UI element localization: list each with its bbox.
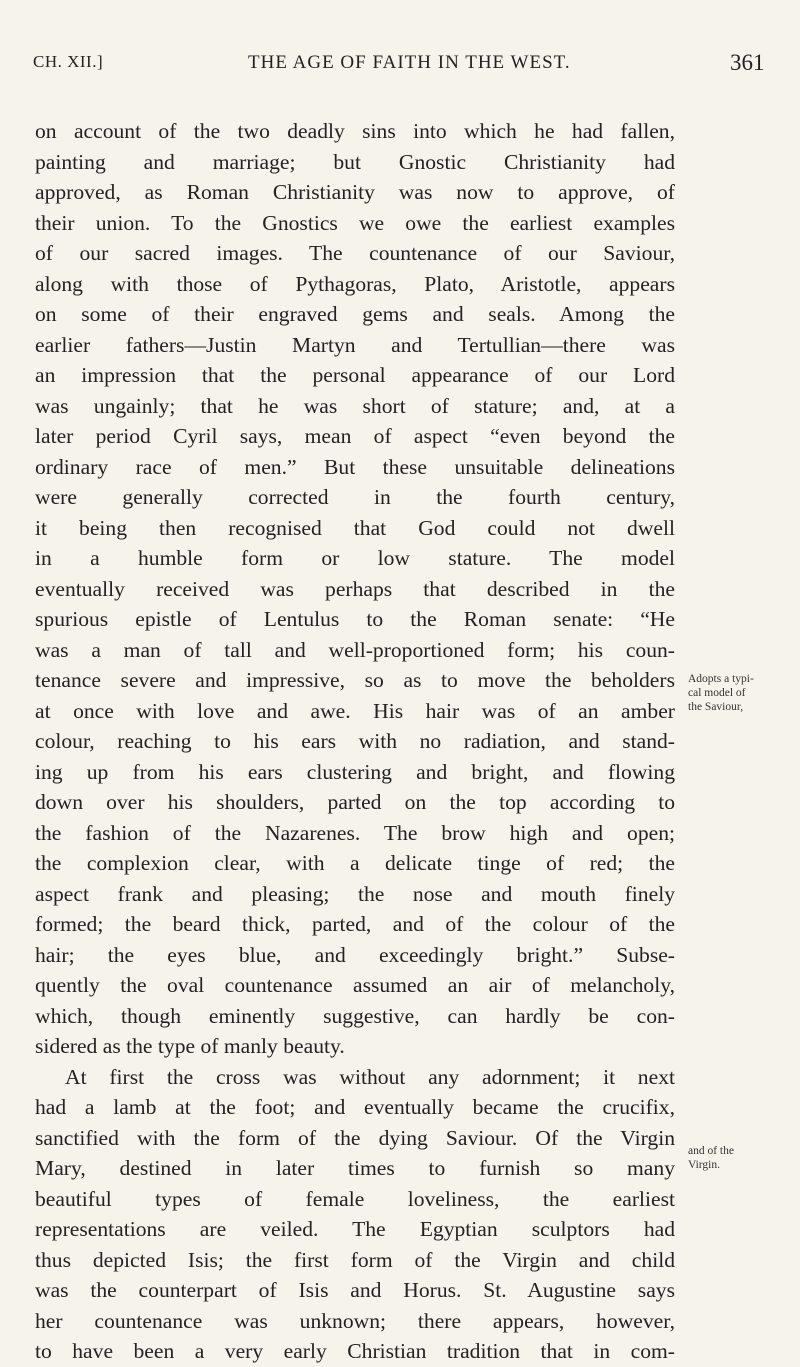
text-line: later period Cyril says, mean of aspect “even beyond the xyxy=(35,424,675,448)
margin-note-virgin xyxy=(688,1144,734,1172)
text-line: thus depicted Isis; the first form of the Virgin and child xyxy=(35,1247,675,1272)
text-line: sanctified with the form of the dying Saviour. Of the Virgin xyxy=(35,1125,675,1150)
text-line: the fashion of the Nazarenes. The brow high and open; xyxy=(35,820,675,845)
margin-note-line: Virgin. xyxy=(688,1159,721,1171)
text-line: earlier fathers—Justin Martyn and Tertullian—there was xyxy=(35,332,675,357)
page-number: 361 xyxy=(730,50,765,75)
text-line: was the counterpart of Isis and Horus. St. Augustine says xyxy=(35,1278,675,1302)
text-line: representations are veiled. The Egyptian sculptors had xyxy=(35,1217,675,1241)
text-line: at once with love and awe. His hair was of an amber xyxy=(35,698,675,723)
text-line: an impression that the personal appearance of our Lord xyxy=(35,363,675,387)
text-line: down over his shoulders, parted on the top according to xyxy=(35,790,675,814)
text-line: colour, reaching to his ears with no radiation, and stand- xyxy=(35,729,675,753)
margin-note-line: cal model of xyxy=(688,687,746,699)
running-title: THE AGE OF FAITH IN THE WEST. xyxy=(248,52,571,73)
margin-note-line: Adopts a typi- xyxy=(688,673,754,685)
paragraph-end-line: sidered as the type of manly beauty. xyxy=(35,1034,345,1058)
text-line: tenance severe and impressive, so as to move the beholders xyxy=(35,668,675,692)
text-line: formed; the beard thick, parted, and of the colour of the xyxy=(35,912,675,936)
text-line: aspect frank and pleasing; the nose and mouth finely xyxy=(35,881,675,906)
text-line: beautiful types of female loveliness, the earliest xyxy=(35,1186,675,1211)
text-line: had a lamb at the foot; and eventually became the crucifix, xyxy=(35,1095,675,1119)
text-line: ordinary race of men.” But these unsuitable delineations xyxy=(35,454,675,479)
text-line: painting and marriage; but Gnostic Christianity had xyxy=(35,149,675,174)
text-line: along with those of Pythagoras, Plato, Aristotle, appears xyxy=(35,271,675,296)
text-line: was ungainly; that he was short of stature; and, at a xyxy=(35,393,675,418)
text-line: to have been a very early Christian tradition that in com- xyxy=(35,1339,675,1363)
chapter-label: CH. XII.] xyxy=(33,52,104,71)
text-line: were generally corrected in the fourth century, xyxy=(35,485,675,509)
text-line: the complexion clear, with a delicate tinge of red; the xyxy=(35,851,675,875)
text-line: eventually received was perhaps that described in the xyxy=(35,576,675,601)
text-line: of our sacred images. The countenance of our Saviour, xyxy=(35,241,675,265)
text-line: in a humble form or low stature. The model xyxy=(35,546,675,570)
text-line: hair; the eyes blue, and exceedingly bright.” Subse- xyxy=(35,942,675,967)
text-line: quently the oval countenance assumed an air of melancholy, xyxy=(35,973,675,997)
text-line: which, though eminently suggestive, can hardly be con- xyxy=(35,1003,675,1028)
text-line: on some of their engraved gems and seals. Among the xyxy=(35,302,675,326)
paragraph-start-line: At first the cross was without any adornment; it next xyxy=(65,1064,675,1089)
margin-note-line: the Saviour, xyxy=(688,701,744,713)
margin-note-line: and of the xyxy=(688,1145,734,1157)
text-line: was a man of tall and well-proportioned form; his coun- xyxy=(35,637,675,662)
text-line: it being then recognised that God could not dwell xyxy=(35,515,675,540)
running-header xyxy=(0,0,800,80)
text-line: approved, as Roman Christianity was now to approve, of xyxy=(35,180,675,204)
text-line: ing up from his ears clustering and bright, and flowing xyxy=(35,759,675,784)
margin-note-saviour xyxy=(688,672,754,714)
body-text xyxy=(35,116,675,1367)
text-line: their union. To the Gnostics we owe the earliest examples xyxy=(35,210,675,235)
text-line: on account of the two deadly sins into which he had fallen, xyxy=(35,119,675,143)
text-line: spurious epistle of Lentulus to the Roman senate: “He xyxy=(35,607,675,631)
text-line: Mary, destined in later times to furnish so many xyxy=(35,1156,675,1180)
text-line: her countenance was unknown; there appears, however, xyxy=(35,1308,675,1333)
